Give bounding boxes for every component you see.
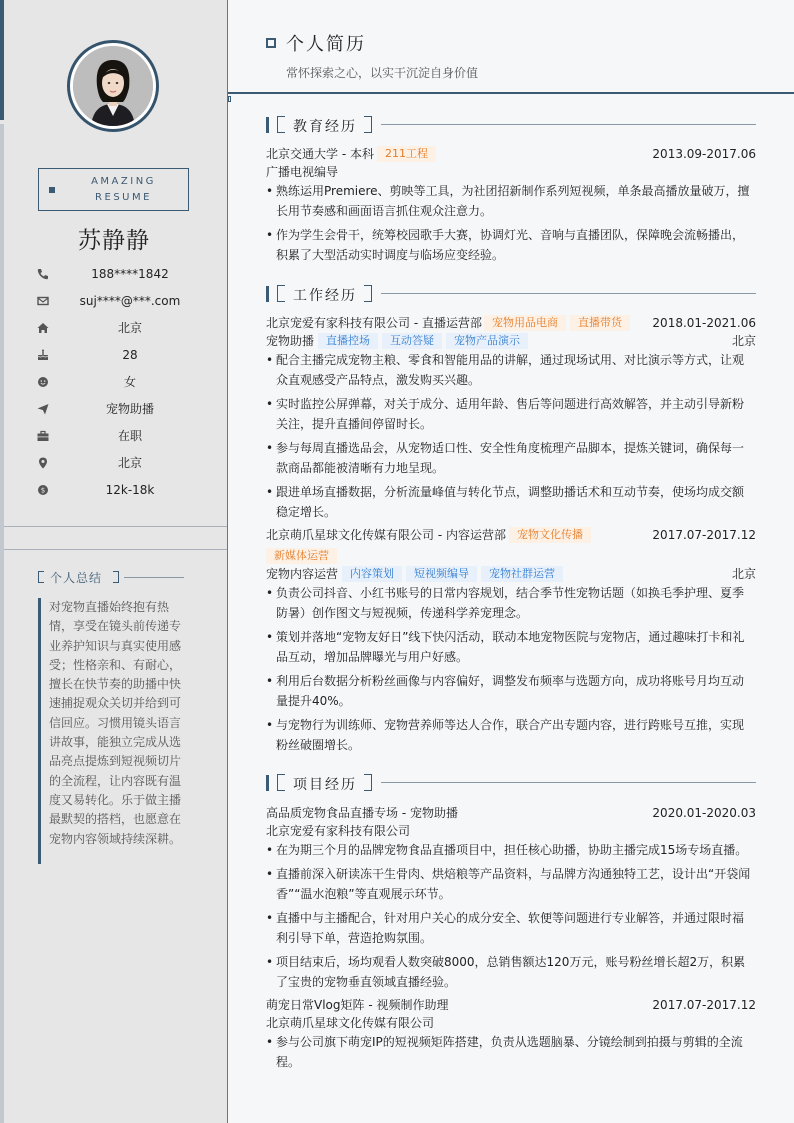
- title-square-icon: [266, 38, 276, 48]
- send-icon: [36, 402, 50, 416]
- sidebar-divider-1: [4, 526, 227, 527]
- job-bullet: • 与宠物行为训练师、宠物营养师等达人合作，联合产出专题内容，进行跨账号互推，实现粉丝破圈增长。: [266, 715, 754, 755]
- svg-text:$: $: [40, 486, 46, 495]
- phone-value: 188****1842: [91, 267, 169, 281]
- location-icon: [36, 456, 50, 470]
- project-name: 高品质宠物食品直播专场 - 宠物助播: [266, 806, 458, 820]
- education-bullet: • 熟练运用Premiere、剪映等工具，为社团招新制作系列短视频，单条最高播放量破万，擅长用节奏感和画面语言抓住观众注意力。: [266, 181, 754, 221]
- email-value: suj****@***.com: [79, 294, 181, 308]
- job-bullet: • 参与每周直播选品会，从宠物适口性、安全性角度梳理产品脚本，提炼关键词，确保每一款商品都能被清晰有力地呈现。: [266, 438, 754, 478]
- project-bullet: • 在为期三个月的品牌宠物食品直播项目中，担任核心助播，协助主播完成15场专场直播。: [266, 840, 754, 860]
- job-bullet: • 实时监控公屏弹幕，对关于成分、适用年龄、售后等问题进行高效解答，并主动引导新粉关注，提升直播间停留时长。: [266, 394, 754, 434]
- info-gender: [36, 374, 206, 392]
- job-city: 北京: [731, 567, 756, 581]
- project-date: 2020.01-2020.03: [652, 806, 756, 820]
- home-icon: [36, 321, 50, 335]
- project-name: 萌宠日常Vlog矩阵 - 视频制作助理: [266, 998, 449, 1012]
- projects-title: 项目经历: [293, 777, 357, 793]
- info-position: [36, 401, 206, 419]
- job-date: 2018.01-2021.06: [652, 316, 756, 330]
- money-icon: [36, 483, 50, 497]
- job-tag: 宠物文化传播: [509, 527, 591, 543]
- project-bullet: • 直播中与主播配合，针对用户关心的成分安全、软便等问题进行专业解答，并通过限时福利引导下单，营造抢购氛围。: [266, 908, 754, 948]
- skill-tag: 宠物社群运营: [481, 566, 563, 582]
- badge-line-2: RESUME: [95, 192, 152, 203]
- person-name: 苏静静: [78, 228, 150, 254]
- header-mark: [228, 96, 231, 102]
- age-value: 28: [122, 348, 138, 362]
- info-city: [36, 320, 206, 338]
- summary-title: 个人总结: [50, 571, 103, 585]
- project-bullet: • 项目结束后，场均观看人数突破8000，总销售额达120万元，账号粉丝增长超2万，积累了宝贵的宠物垂直领域直播经验。: [266, 952, 754, 992]
- job-city: 北京: [731, 334, 756, 348]
- sidebar-accent-bar: [0, 0, 4, 120]
- skill-tag: 内容策划: [342, 566, 402, 582]
- job-bullet: • 利用后台数据分析粉丝画像与内容偏好，调整发布频率与选题方向，成功将账号月均互动量提升40%。: [266, 671, 754, 711]
- cake-icon: [36, 348, 50, 362]
- work-section-title: [266, 285, 756, 303]
- gender-value: 女: [123, 375, 136, 389]
- city-value: 北京: [117, 321, 142, 335]
- education-date: 2013.09-2017.06: [652, 147, 756, 161]
- education-section-title: [266, 116, 756, 134]
- job-bullet: • 配合主播完成宠物主粮、零食和智能用品的讲解，通过现场试用、对比演示等方式，让观众直观感受产品特点，激发购买兴趣。: [266, 350, 754, 390]
- project-bullet: • 直播前深入研读冻干生骨肉、烘焙粮等产品资料，与品牌方沟通独特工艺，设计出“开袋闻香”“温水泡粮”等直观展示环节。: [266, 864, 754, 904]
- education-title: 教育经历: [293, 119, 357, 135]
- job-bullet: • 负责公司抖音、小红书账号的日常内容规划，结合季节性宠物话题（如换毛季护理、夏季防暑）创作图文与短视频，传递科学养宠理念。: [266, 583, 754, 623]
- skill-tag: 互动答疑: [382, 333, 442, 349]
- job-tag: 宠物用品电商: [484, 315, 566, 331]
- education-major: 广播电视编导: [266, 165, 339, 179]
- status-value: 在职: [117, 429, 142, 443]
- phone-icon: [36, 267, 50, 281]
- job-company: 北京萌爪星球文化传媒有限公司 - 内容运营部: [266, 528, 506, 542]
- project-date: 2017.07-2017.12: [652, 998, 756, 1012]
- project-bullet: • 参与公司旗下萌宠IP的短视频矩阵搭建，负责从选题脑暴、分镜绘制到拍摄与剪辑的全流程。: [266, 1032, 754, 1072]
- sidebar: [0, 0, 228, 1123]
- education-school: 北京交通大学 - 本科: [266, 147, 374, 161]
- skill-tag: 短视频编导: [406, 566, 477, 582]
- location-value: 北京: [117, 456, 142, 470]
- amazing-resume-badge: [38, 168, 189, 211]
- avatar: [73, 46, 153, 126]
- summary-text: 对宠物直播始终抱有热情，享受在镜头前传递专业养护知识与真实使用感受；性格亲和、有耐心，擅长在快节奏的助播中快速捕捉观众关切并给到可信回应。习惯用镜头语言讲故事，能独立完成从选品亮点提炼到短视频切片的全流程，让内容既有温度又易转化。乐于做主播最默契的搭档，也愿意在宠物内容领域持续深耕。: [38, 598, 188, 864]
- page-title-text: 个人简历: [286, 34, 366, 55]
- job-company: 北京宠爱有家科技有限公司 - 直播运营部: [266, 316, 482, 330]
- skill-tag: 直播控场: [318, 333, 378, 349]
- briefcase-icon: [36, 429, 50, 443]
- education-tag: 211工程: [377, 146, 436, 162]
- work-title: 工作经历: [293, 288, 357, 304]
- job-tag: 新媒体运营: [266, 548, 337, 564]
- info-location: [36, 455, 206, 473]
- info-email: [36, 293, 206, 311]
- smiley-icon: [36, 375, 50, 389]
- badge-square-icon: [49, 187, 55, 193]
- job-bullet: • 策划并落地“宠物友好日”线下快闪活动，联动本地宠物医院与宠物店，通过趣味打卡和礼品互动，增加品牌曝光与用户好感。: [266, 627, 754, 667]
- job-role: 宠物助播: [266, 334, 315, 348]
- education-bullet: • 作为学生会骨干，统筹校园歌手大赛，协调灯光、音响与直播团队，保障晚会流畅播出，积累了大型活动实时调度与临场应变经验。: [266, 225, 754, 265]
- job-role: 宠物内容运营: [266, 567, 339, 581]
- page-subtitle: 常怀探索之心，以实干沉淀自身价值: [286, 66, 479, 80]
- salary-value: 12k-18k: [105, 483, 155, 497]
- position-value: 宠物助播: [105, 402, 154, 416]
- summary-heading: [38, 569, 188, 585]
- avatar-portrait: [73, 46, 153, 126]
- sidebar-divider-2: [4, 549, 227, 550]
- sidebar-accent-bar-light: [0, 124, 4, 1123]
- job-tag: 直播带货: [570, 315, 630, 331]
- skill-tag: 宠物产品演示: [446, 333, 528, 349]
- project-org: 北京宠爱有家科技有限公司: [266, 824, 411, 838]
- job-date: 2017.07-2017.12: [652, 528, 756, 542]
- info-status: [36, 428, 206, 446]
- info-phone: [36, 266, 206, 284]
- info-salary: [36, 482, 206, 500]
- email-icon: [36, 294, 50, 308]
- projects-section-title: [266, 774, 756, 792]
- info-age: [36, 347, 206, 365]
- badge-line-1: AMAZING: [91, 176, 156, 187]
- header-divider: [228, 92, 794, 94]
- avatar-frame: [67, 40, 159, 132]
- project-org: 北京萌爪星球文化传媒有限公司: [266, 1016, 435, 1030]
- job-bullet: • 跟进单场直播数据，分析流量峰值与转化节点，调整助播话术和互动节奏，使场均成交额稳定增长。: [266, 482, 754, 522]
